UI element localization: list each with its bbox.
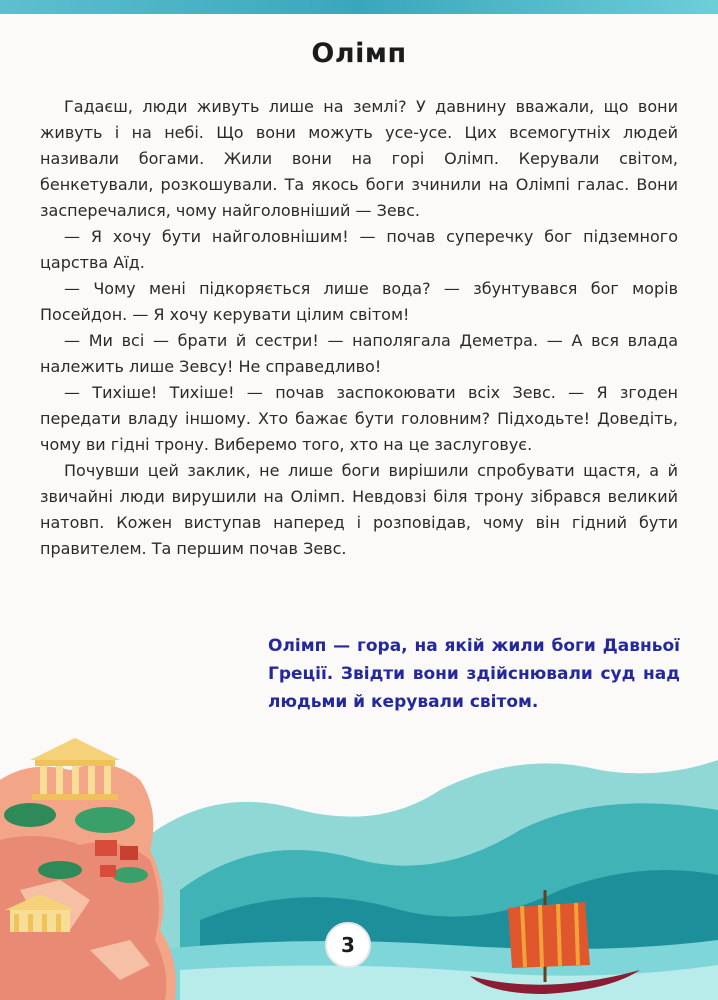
story-paragraph-4: — Ми всі — брати й сестри! — наполягала Деметра. — А вся влада належить лише Зевсу! Не справедливо!: [40, 331, 678, 376]
top-decor-band: [0, 0, 718, 14]
story-paragraph-5: — Тихіше! Тихіше! — почав заспокоювати всіх Зевс. — Я згоден передати владу іншому. Хто бажає бути головним? Підходьте! Доведіть, чому ви гідні трону. Виберемо того, хто на це заслуговує.: [40, 383, 678, 454]
story-paragraph-2: — Я хочу бути найголовнішим! — почав суперечку бог підземного царства Аїд.: [40, 227, 678, 272]
page-number: 3: [325, 922, 371, 968]
story-paragraph-3: — Чому мені підкоряється лише вода? — збунтувався бог морів Посейдон. — Я хочу керувати цілим світом!: [40, 279, 678, 324]
story-paragraph-6: Почувши цей заклик, не лише боги вирішили спробувати щастя, а й звичайні люди вирушили на Олімп. Невдовзі біля трону зібрався великий натовп. Кожен виступав наперед і розповідав, чому він гідний бути правителем. Та першим почав Зевс.: [40, 461, 678, 558]
story-paragraph-1: Гадаєш, люди живуть лише на землі? У давнину вважали, що вони живуть і на небі. Що вони можуть усе-усе. Цих всемогутніх людей називали богами. Жили вони на горі Олімп. Керували світом, бенкетували, розкошували. Та якось боги зчинили на Олімпі галас. Вони засперечалися, чому найголовніший — Зевс.: [40, 97, 678, 220]
story-text: [40, 94, 678, 562]
definition-box: Олімп — гора, на якій жили боги Давньої Греції. Звідти вони здійснювали суд над людьми й керували світом.: [268, 636, 680, 712]
temple-icon: [30, 738, 120, 800]
page-title: Олімп: [311, 38, 407, 69]
